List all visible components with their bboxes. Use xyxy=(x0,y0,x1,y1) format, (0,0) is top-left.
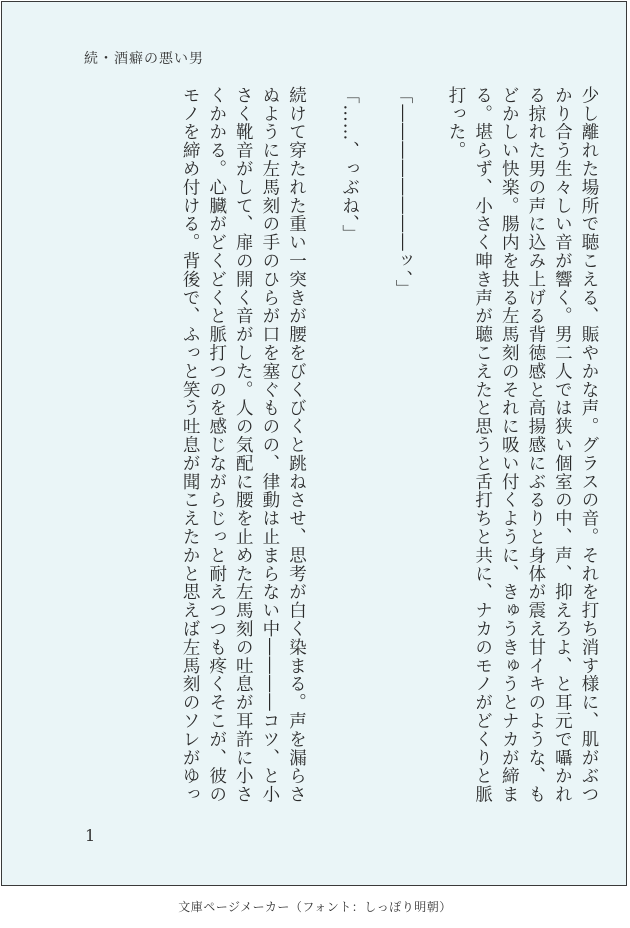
page-number: 1 xyxy=(85,826,96,845)
blank-column xyxy=(363,86,390,806)
footer-credit: 文庫ページメーカー（フォント：しっぽり明朝） xyxy=(178,900,452,914)
running-header-title: 続・酒癖の悪い男 xyxy=(84,51,204,67)
blank-column xyxy=(309,86,336,806)
vertical-body-text xyxy=(72,86,602,806)
paragraph-dialogue-2: 「……、っぶね、」 xyxy=(339,86,360,243)
paragraph-narration-2: 続けて穿たれた重い一突きが腰をびくびくと跳ねさせ、思考が白く染まる。声を漏らさぬように左馬刻の手のひらが口を塞ぐものの、律動は止まらない中――――コツ、と小さく靴音がして、扉の開く音がした。人の気配に腰を止めた左馬刻の吐息が耳許に小さくかかる。心臓がどくどくと脈打つのを感じながらじっと耐えつつも疼くそこが、彼のモノを締め付ける。背後で、ふっと笑う吐息が聞こえたかと思えば左馬刻のソレがゆっ xyxy=(180,86,307,804)
paragraph-dialogue-1: 「――――――――ッ、」 xyxy=(392,86,413,299)
blank-column xyxy=(416,86,443,806)
book-page xyxy=(1,1,627,886)
paragraph-narration-1: 少し離れた場所で聴こえる、賑やかな声。グラスの音。それを打ち消す様に、肌がぶつかり合う生々しい音が響く。男二人では狭い個室の中、声、抑えろよ、と耳元で囁かれる掠れた男の声に込み上げる背徳感と高揚感にぶるりと身体が震え甘イキのような、もどかしい快楽。腸内を抉る左馬刻のそれに吸い付くように、きゅうきゅうとナカが締まる。堪らず、小さく呻き声が聴こえたと思うと舌打ちと共に、ナカのモノがどくりと脈打った。 xyxy=(446,86,599,804)
